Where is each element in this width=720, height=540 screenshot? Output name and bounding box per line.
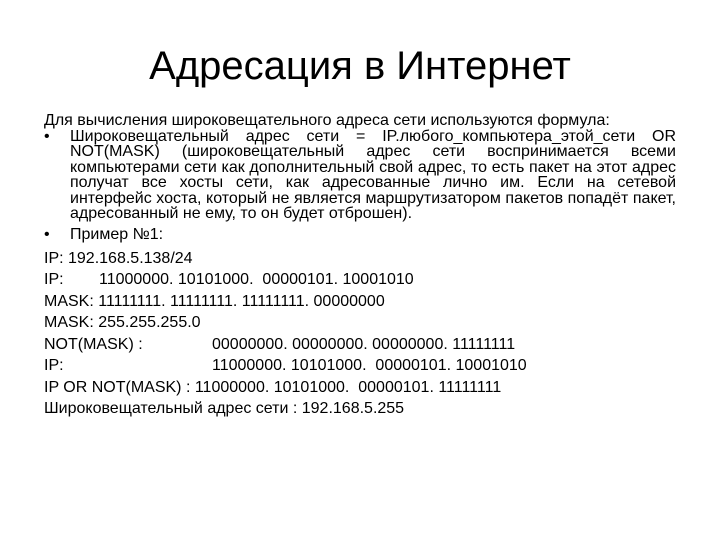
ip-binary-label: IP: xyxy=(44,271,64,288)
ip-address-line: IP: 192.168.5.138/24 xyxy=(44,249,193,267)
ip-binary-label-2: IP: xyxy=(44,357,64,374)
ip-binary-value: 11000000. 10101000. 00000101. 10001010 xyxy=(99,271,414,288)
mask-decimal-line: MASK: 255.255.255.0 xyxy=(44,314,201,331)
mask-binary-line: MASK: 11111111. 11111111. 11111111. 00000000 xyxy=(44,292,385,310)
not-mask-label: NOT(MASK) : xyxy=(44,335,143,353)
or-result-value: 11000000. 10101000. 00000101. 11111111 xyxy=(194,378,502,396)
ip-binary-line xyxy=(44,269,676,291)
or-result-label: IP OR NOT(MASK) : xyxy=(44,378,191,396)
intro-text: Для вычисления широковещательного адреса сети используются формула: xyxy=(44,112,610,129)
not-mask-line xyxy=(44,334,676,356)
slide-title: Адресация в Интернет xyxy=(149,44,571,88)
bullet-example-text: Пример №1: xyxy=(70,225,164,243)
bullet-formula xyxy=(44,129,676,222)
bullet-icon: • xyxy=(44,225,50,243)
not-mask-value: 00000000. 00000000. 00000000. 11111111 xyxy=(212,335,516,353)
ip-binary-value-2: 11000000. 10101000. 00000101. 10001010 xyxy=(212,357,527,374)
ip-binary-line-2 xyxy=(44,355,676,377)
bullet-formula-text: Широковещательный адрес сети = IP.любого_компьютера_этой_сети OR NOT(MASK) (широковещательный адрес сети воспринимается всеми компьютерами сети как дополнительный свой адрес, то есть пакет на этот адрес получат все хосты сети, как адресованные лично им. Если на сетевой интерфейс хоста, который не является маршрутизатором пакетов попадёт пакет, адресованный не ему, то он будет отброшен). xyxy=(70,127,676,222)
bullet-example xyxy=(44,226,676,244)
broadcast-result-line: Широковещательный адрес сети : 192.168.5.255 xyxy=(44,400,405,417)
bullet-icon: • xyxy=(44,127,50,145)
slide-body xyxy=(44,113,676,420)
or-result-line xyxy=(44,377,676,399)
